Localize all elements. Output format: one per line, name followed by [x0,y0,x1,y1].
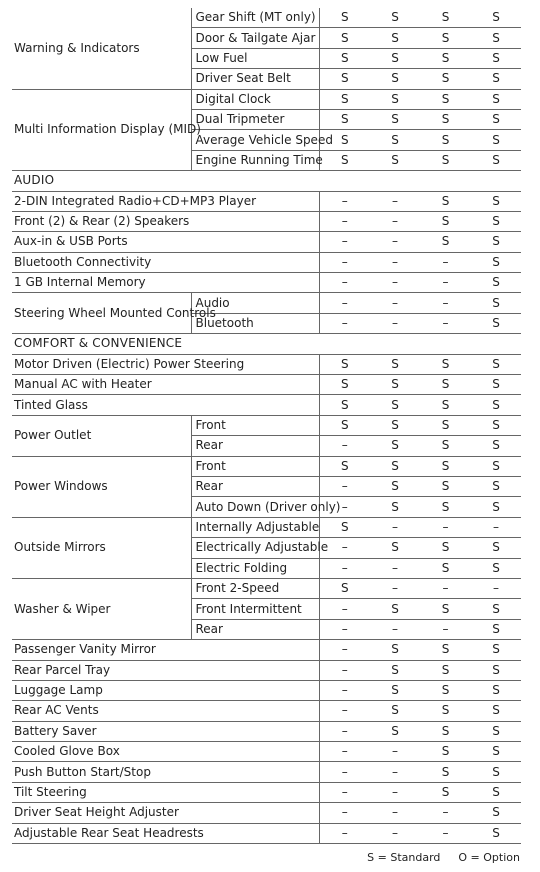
feature-row [12,252,521,272]
feature-value: – [420,252,471,272]
feature-row [12,660,521,680]
feature-value: S [471,232,521,252]
feature-value: S [420,599,471,619]
feature-value: S [319,28,370,48]
spec-table [12,8,521,844]
feature-value: – [370,742,420,762]
feature-label: Bluetooth Connectivity [12,252,319,272]
feature-value: S [471,375,521,395]
feature-value: S [471,252,521,272]
feature-value: S [420,660,471,680]
feature-value: S [471,48,521,68]
feature-row [12,293,521,313]
feature-label: Aux-in & USB Ports [12,232,319,252]
feature-value: S [471,701,521,721]
feature-value: S [319,8,370,28]
feature-value: S [471,273,521,293]
feature-value: S [420,28,471,48]
group-label: Outside Mirrors [12,517,191,578]
feature-value: S [420,497,471,517]
feature-value: S [370,69,420,89]
sub-feature-label: Electric Folding [191,558,319,578]
feature-value: S [370,130,420,150]
feature-value: S [370,660,420,680]
sub-feature-label: Internally Adjustable [191,517,319,537]
feature-row [12,89,521,109]
feature-value: – [319,680,370,700]
feature-value: S [319,109,370,129]
feature-value: – [319,701,370,721]
feature-value: – [370,762,420,782]
sub-feature-label: Front 2-Speed [191,578,319,598]
feature-value: – [319,782,370,802]
feature-value: – [471,517,521,537]
feature-value: – [319,660,370,680]
feature-label: Motor Driven (Electric) Power Steering [12,354,319,374]
sub-feature-label: Audio [191,293,319,313]
feature-value: S [370,415,420,435]
feature-value: – [319,191,370,211]
feature-row [12,701,521,721]
feature-value: S [420,640,471,660]
feature-row [12,354,521,374]
feature-value: – [319,721,370,741]
feature-value: S [420,456,471,476]
feature-value: – [420,293,471,313]
feature-label: Front (2) & Rear (2) Speakers [12,211,319,231]
feature-value: S [420,232,471,252]
feature-value: S [420,538,471,558]
feature-value: S [471,395,521,415]
feature-value: – [471,578,521,598]
feature-value: S [370,640,420,660]
feature-row [12,578,521,598]
spec-table-body [12,8,521,844]
feature-value: S [370,48,420,68]
feature-row [12,823,521,843]
group-label: Washer & Wiper [12,578,191,639]
feature-value: – [319,762,370,782]
feature-value: S [471,660,521,680]
feature-label: Manual AC with Heater [12,375,319,395]
feature-value: – [319,558,370,578]
feature-value: S [471,89,521,109]
feature-value: S [471,293,521,313]
feature-value: S [319,130,370,150]
feature-row [12,191,521,211]
feature-value: – [420,313,471,333]
legend-option: O = Option [458,851,520,864]
feature-value: S [471,109,521,129]
group-label: Multi Information Display (MID) [12,89,191,171]
feature-value: S [370,497,420,517]
feature-label: Push Button Start/Stop [12,762,319,782]
feature-value: S [420,354,471,374]
feature-label: Battery Saver [12,721,319,741]
feature-row [12,782,521,802]
feature-label: Driver Seat Height Adjuster [12,803,319,823]
feature-value: S [471,8,521,28]
feature-value: S [319,89,370,109]
feature-label: Luggage Lamp [12,680,319,700]
feature-value: – [319,436,370,456]
feature-row [12,415,521,435]
feature-value: S [370,354,420,374]
feature-value: S [471,28,521,48]
feature-value: S [420,395,471,415]
feature-value: S [420,109,471,129]
feature-value: – [420,803,471,823]
feature-value: S [420,69,471,89]
sub-feature-label: Front Intermittent [191,599,319,619]
feature-value: S [370,476,420,496]
feature-value: S [420,721,471,741]
feature-value: – [319,497,370,517]
feature-value: S [319,456,370,476]
feature-value: – [319,252,370,272]
feature-row [12,640,521,660]
group-label: Steering Wheel Mounted Controls [12,293,191,334]
feature-value: S [319,48,370,68]
feature-value: S [420,415,471,435]
group-label: Warning & Indicators [12,8,191,89]
feature-row [12,721,521,741]
feature-value: – [420,578,471,598]
feature-row [12,742,521,762]
feature-value: – [370,191,420,211]
feature-label: Rear Parcel Tray [12,660,319,680]
feature-value: S [471,599,521,619]
feature-value: S [471,742,521,762]
feature-row [12,803,521,823]
feature-value: – [370,293,420,313]
feature-value: – [370,232,420,252]
feature-value: S [471,721,521,741]
sub-feature-label: Average Vehicle Speed [191,130,319,150]
feature-value: S [370,89,420,109]
feature-value: – [319,211,370,231]
feature-value: S [471,150,521,170]
feature-value: S [420,782,471,802]
feature-value: S [420,476,471,496]
sub-feature-label: Rear [191,436,319,456]
feature-value: S [471,558,521,578]
feature-value: S [471,497,521,517]
feature-label: Rear AC Vents [12,701,319,721]
feature-value: S [420,191,471,211]
sub-feature-label: Digital Clock [191,89,319,109]
feature-label: Adjustable Rear Seat Headrests [12,823,319,843]
feature-value: – [420,273,471,293]
feature-value: S [370,456,420,476]
feature-value: – [370,782,420,802]
feature-value: S [471,803,521,823]
feature-value: S [370,150,420,170]
sub-feature-label: Dual Tripmeter [191,109,319,129]
feature-value: – [370,211,420,231]
feature-row [12,8,521,28]
feature-value: S [420,742,471,762]
feature-value: S [420,150,471,170]
sub-feature-label: Auto Down (Driver only) [191,497,319,517]
sub-feature-label: Gear Shift (MT only) [191,8,319,28]
feature-value: – [370,517,420,537]
feature-row [12,232,521,252]
feature-value: S [420,211,471,231]
section-row [12,171,521,191]
feature-value: – [319,803,370,823]
feature-value: S [471,823,521,843]
feature-value: S [420,8,471,28]
section-heading: COMFORT & CONVENIENCE [12,334,521,354]
feature-value: – [319,293,370,313]
feature-label: Cooled Glove Box [12,742,319,762]
feature-value: – [370,803,420,823]
feature-value: S [471,782,521,802]
feature-value: S [420,762,471,782]
feature-value: S [319,354,370,374]
feature-value: – [319,640,370,660]
sub-feature-label: Engine Running Time [191,150,319,170]
feature-value: – [370,273,420,293]
group-label: Power Windows [12,456,191,517]
legend-standard: S = Standard [367,851,441,864]
feature-value: S [370,28,420,48]
feature-value: S [319,415,370,435]
feature-label: Passenger Vanity Mirror [12,640,319,660]
feature-value: – [420,517,471,537]
feature-value: S [420,375,471,395]
feature-value: S [370,538,420,558]
feature-value: S [370,436,420,456]
feature-value: S [370,375,420,395]
feature-row [12,375,521,395]
feature-value: S [370,701,420,721]
feature-value: – [319,273,370,293]
feature-value: S [420,558,471,578]
feature-value: – [319,232,370,252]
feature-value: – [370,313,420,333]
feature-value: – [319,476,370,496]
feature-value: S [370,721,420,741]
sub-feature-label: Front [191,415,319,435]
sub-feature-label: Front [191,456,319,476]
feature-value: – [319,619,370,639]
sub-feature-label: Low Fuel [191,48,319,68]
feature-value: S [319,517,370,537]
feature-value: S [471,130,521,150]
feature-value: S [471,191,521,211]
feature-value: – [370,619,420,639]
feature-row [12,762,521,782]
feature-value: S [319,578,370,598]
feature-value: S [471,619,521,639]
sub-feature-label: Door & Tailgate Ajar [191,28,319,48]
feature-value: S [370,680,420,700]
feature-value: S [319,395,370,415]
feature-value: – [319,538,370,558]
feature-value: S [471,354,521,374]
feature-value: S [420,701,471,721]
feature-value: – [319,599,370,619]
feature-label: 2-DIN Integrated Radio+CD+MP3 Player [12,191,319,211]
feature-value: S [471,538,521,558]
feature-value: S [471,436,521,456]
sub-feature-label: Electrically Adjustable [191,538,319,558]
feature-value: S [471,415,521,435]
feature-row [12,517,521,537]
feature-value: S [319,150,370,170]
feature-value: S [370,395,420,415]
feature-value: – [420,619,471,639]
feature-value: – [370,252,420,272]
sub-feature-label: Driver Seat Belt [191,69,319,89]
feature-value: S [319,69,370,89]
feature-value: S [319,375,370,395]
sub-feature-label: Rear [191,619,319,639]
feature-value: S [471,762,521,782]
legend [349,851,520,864]
feature-value: S [420,680,471,700]
feature-row [12,211,521,231]
sub-feature-label: Bluetooth [191,313,319,333]
feature-value: S [471,680,521,700]
feature-value: S [370,109,420,129]
feature-value: – [370,823,420,843]
feature-value: S [471,211,521,231]
feature-value: S [471,313,521,333]
feature-value: S [471,456,521,476]
feature-value: S [420,436,471,456]
feature-value: – [370,558,420,578]
feature-row [12,456,521,476]
feature-value: S [420,48,471,68]
feature-value: S [471,476,521,496]
feature-label: Tinted Glass [12,395,319,415]
feature-row [12,680,521,700]
feature-value: S [370,8,420,28]
feature-value: – [319,742,370,762]
feature-value: – [370,578,420,598]
section-heading: AUDIO [12,171,521,191]
feature-value: – [319,823,370,843]
feature-value: S [420,89,471,109]
feature-value: – [420,823,471,843]
feature-row [12,273,521,293]
group-label: Power Outlet [12,415,191,456]
feature-value: – [319,313,370,333]
section-row [12,334,521,354]
feature-value: S [471,640,521,660]
sub-feature-label: Rear [191,476,319,496]
feature-value: S [471,69,521,89]
feature-value: S [420,130,471,150]
feature-label: Tilt Steering [12,782,319,802]
feature-value: S [370,599,420,619]
feature-row [12,395,521,415]
feature-label: 1 GB Internal Memory [12,273,319,293]
